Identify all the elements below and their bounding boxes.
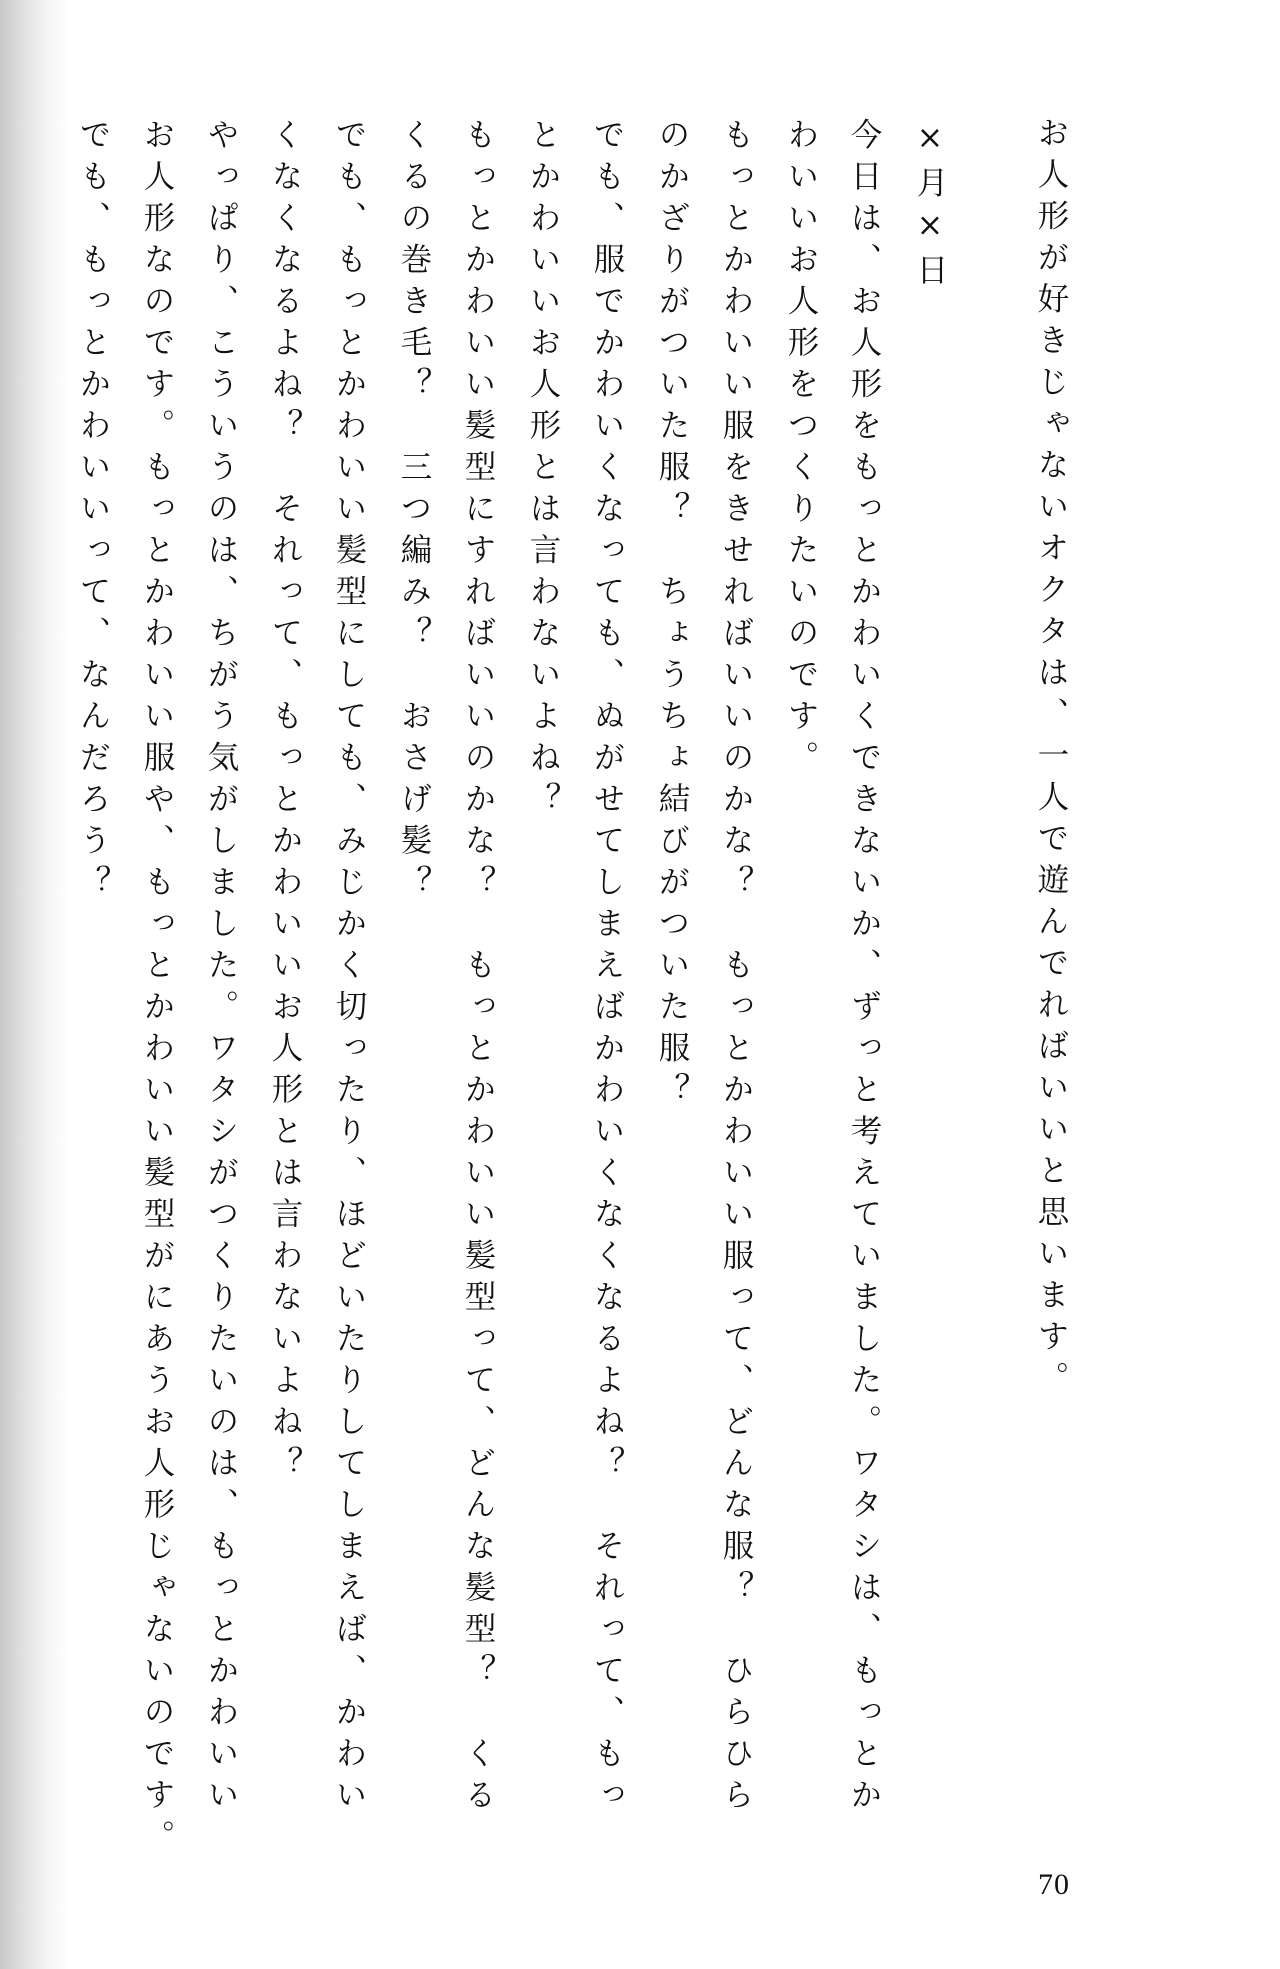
text-column-10: もっとかわいい髪型にすればいいのかな？ もっとかわいい髪型って、どんな髪型？ くる	[460, 118, 496, 1820]
text-column-8: でも、服でかわいくなっても、ぬがせてしまえばかわいくなくなるよね？ それって、もっ	[589, 118, 625, 1820]
page-number: 70	[1038, 1868, 1070, 1901]
text-column-15: お人形なのです。もっとかわいい服や、もっとかわいい髪型がにあうお人形じゃないのです。	[139, 118, 175, 1861]
text-column-6: もっとかわいい服をきせればいいのかな？ もっとかわいい服って、どんな服？ ひらひら	[718, 118, 754, 1820]
text-column-date-heading: ×月×日	[912, 120, 948, 295]
text-column-13: くなくなるよね？ それって、もっとかわいいお人形とは言わないよね？	[267, 118, 303, 1488]
text-column-16: でも、もっとかわいいって、なんだろう？	[75, 118, 111, 907]
text-column-1: お人形が好きじゃないオクタは、一人で遊んでればいいと思います。	[1033, 116, 1069, 1403]
text-column-14: やっぱり、こういうのは、ちがう気がしました。ワタシがつくりたいのは、もっとかわいい	[203, 118, 239, 1820]
text-column-4: 今日は、お人形をもっとかわいくできないか、ずっと考えていました。ワタシは、もっとか	[846, 118, 882, 1820]
text-column-5: わいいお人形をつくりたいのです。	[783, 118, 819, 782]
page-gutter-shadow	[0, 0, 70, 1969]
text-column-11: くるの巻き毛？ 三つ編み？ おさげ髪？	[396, 118, 432, 907]
text-column-7: のかざりがついた服？ ちょうちょ結びがついた服？	[654, 118, 690, 1114]
text-column-9: とかわいいお人形とは言わないよね？	[525, 118, 561, 824]
text-column-12: でも、もっとかわいい髪型にしても、みじかく切ったり、ほどいたりしてしまえば、かわい	[331, 118, 367, 1820]
